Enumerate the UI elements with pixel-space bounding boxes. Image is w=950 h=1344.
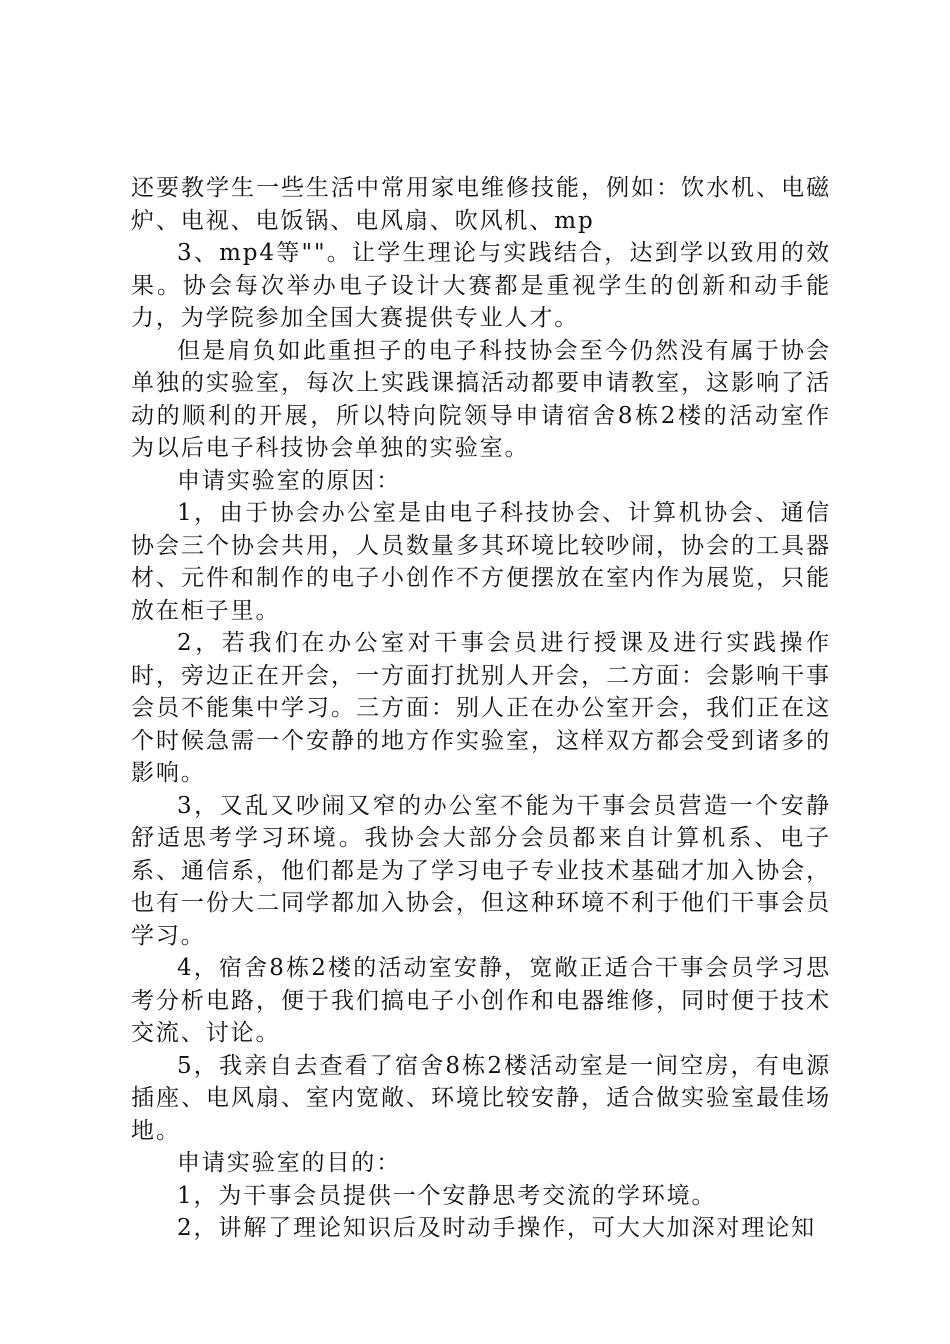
purpose-item-1: 1，为干事会员提供一个安静思考交流的学环境。 bbox=[177, 1182, 717, 1209]
reason-item-1: 1，由于协会办公室是由电子科技协会、计算机协会、通信协会三个协会共用，人员数量多其环境比较吵闹，协会的工具器材、元件和制作的电子小创作不方便摆放在室内作为展览，只能放在柜子里。 bbox=[131, 500, 831, 624]
heading-reasons: 申请实验室的原因： bbox=[177, 467, 402, 494]
paragraph-theory-practice: 3、mp4等""。让学生理论与实践结合，达到学以致用的效果。协会每次举办电子设计大赛都是重视学生的创新和动手能力，为学院参加全国大赛提供专业人才。 bbox=[131, 240, 831, 331]
purpose-item-2: 2，讲解了理论知识后及时动手操作，可大大加深对理论知 bbox=[177, 1215, 817, 1241]
heading-purposes: 申请实验室的目的： bbox=[177, 1150, 402, 1176]
reason-item-2: 2，若我们在办公室对干事会员进行授课及进行实践操作时，旁边正在开会，一方面打扰别人开会，二方面：会影响干事会员不能集中学习。三方面：别人正在办公室开会，我们正在这个时候急需一个安静的地方作实验室，这样双方都会受到诸多的影响。 bbox=[131, 630, 831, 786]
paragraph-no-lab: 但是肩负如此重担子的电子科技协会至今仍然没有属于协会单独的实验室，每次上实践课搞活动都要申请教室，这影响了活动的顺利的开展，所以特向院领导申请宿舍8栋2楼的活动室作为以后电子科技协会单独的实验室。 bbox=[131, 337, 831, 461]
document-body bbox=[131, 172, 831, 1245]
reason-item-4: 4，宿舍8栋2楼的活动室安静，宽敞正适合干事会员学习思考分析电路，便于我们搞电子小创作和电器维修，同时便于技术交流、讨论。 bbox=[131, 955, 831, 1046]
reason-item-3: 3，又乱又吵闹又窄的办公室不能为干事会员营造一个安静舒适思考学习环境。我协会大部分会员都来自计算机系、电子系、通信系，他们都是为了学习电子专业技术基础才加入协会，也有一份大二同学都加入协会，但这种环境不利于他们干事会员学习。 bbox=[131, 792, 831, 949]
reason-item-5: 5，我亲自去查看了宿舍8栋2楼活动室是一间空房，有电源插座、电风扇、室内宽敞、环境比较安静，适合做实验室最佳场地。 bbox=[131, 1052, 831, 1144]
paragraph-appliance-skills: 还要教学生一些生活中常用家电维修技能，例如：饮水机、电磁炉、电视、电饭锅、电风扇、吹风机、mp bbox=[131, 175, 831, 234]
